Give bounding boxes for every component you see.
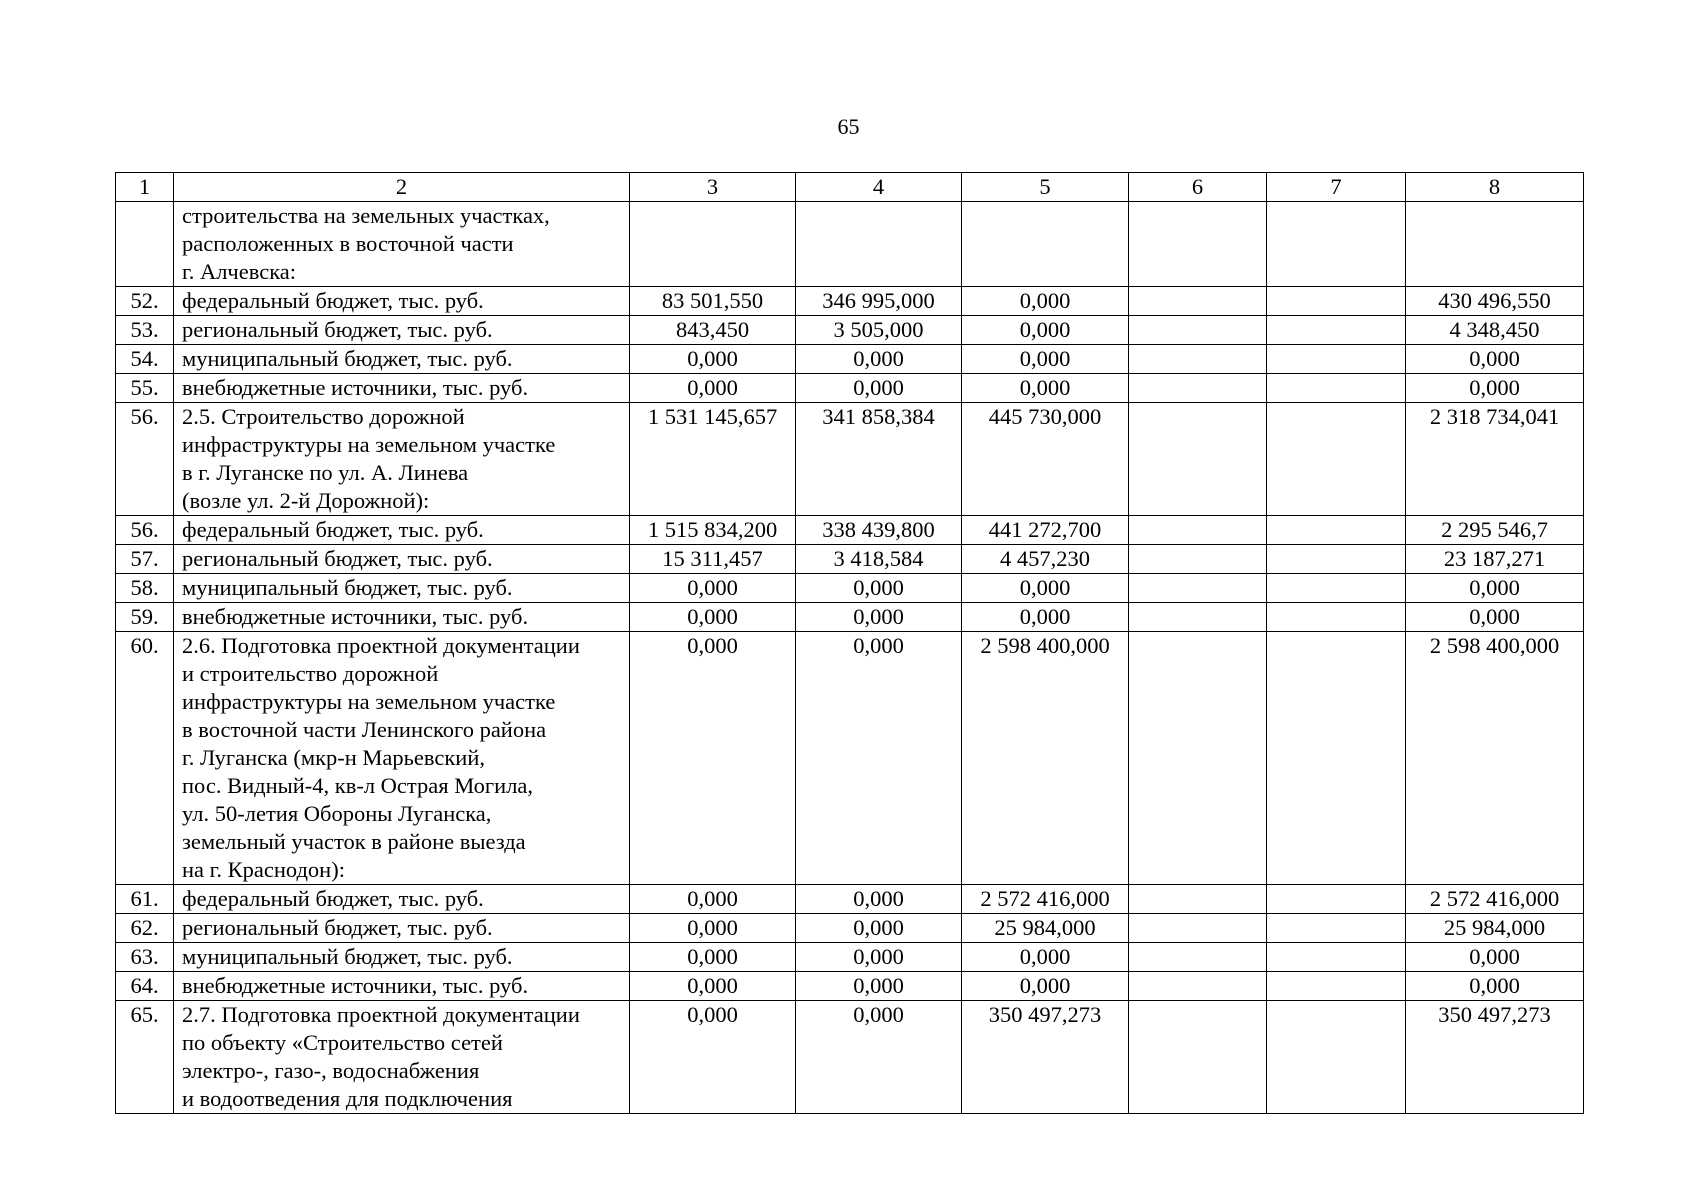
column-header-5: 5 [962, 173, 1129, 202]
row-description [174, 914, 630, 943]
value-col-7 [1267, 316, 1406, 345]
row-number: 65. [116, 1001, 174, 1114]
value-col-3: 0,000 [630, 574, 796, 603]
value-col-5: 0,000 [962, 287, 1129, 316]
value-col-8 [1406, 202, 1584, 287]
value-col-8: 23 187,271 [1406, 545, 1584, 574]
description-line: по объекту «Строительство сетей [182, 1030, 503, 1055]
value-col-4: 338 439,800 [796, 516, 962, 545]
value-col-7 [1267, 374, 1406, 403]
value-col-6 [1129, 202, 1267, 287]
value-col-5: 0,000 [962, 574, 1129, 603]
row-number: 54. [116, 345, 174, 374]
column-header-1: 1 [116, 173, 174, 202]
description-line: муниципальный бюджет, тыс. руб. [182, 944, 513, 969]
value-col-6 [1129, 632, 1267, 885]
value-col-6 [1129, 516, 1267, 545]
value-col-7 [1267, 632, 1406, 885]
value-col-4: 346 995,000 [796, 287, 962, 316]
table-row [116, 403, 1584, 516]
value-col-4: 0,000 [796, 603, 962, 632]
row-number: 63. [116, 943, 174, 972]
value-col-5 [962, 202, 1129, 287]
table-row [116, 914, 1584, 943]
value-col-6 [1129, 943, 1267, 972]
value-col-8: 4 348,450 [1406, 316, 1584, 345]
table-row [116, 316, 1584, 345]
description-line: г. Луганска (мкр-н Марьевский, [182, 745, 486, 770]
value-col-7 [1267, 603, 1406, 632]
value-col-8: 2 295 546,7 [1406, 516, 1584, 545]
value-col-8: 0,000 [1406, 345, 1584, 374]
row-number: 52. [116, 287, 174, 316]
value-col-3: 1 515 834,200 [630, 516, 796, 545]
description-line: и строительство дорожной [182, 661, 439, 686]
row-description [174, 574, 630, 603]
row-number: 61. [116, 885, 174, 914]
table-row [116, 287, 1584, 316]
description-line: на г. Краснодон): [182, 857, 345, 882]
value-col-6 [1129, 345, 1267, 374]
value-col-4: 0,000 [796, 574, 962, 603]
value-col-8: 2 318 734,041 [1406, 403, 1584, 516]
description-line: пос. Видный-4, кв-л Острая Могила, [182, 773, 534, 798]
description-line: 2.7. Подготовка проектной документации [182, 1002, 580, 1027]
table-header [116, 173, 1584, 202]
value-col-7 [1267, 345, 1406, 374]
value-col-3: 15 311,457 [630, 545, 796, 574]
value-col-3: 1 531 145,657 [630, 403, 796, 516]
value-col-8: 0,000 [1406, 603, 1584, 632]
value-col-6 [1129, 403, 1267, 516]
value-col-6 [1129, 1001, 1267, 1114]
value-col-8: 350 497,273 [1406, 1001, 1584, 1114]
value-col-8: 2 572 416,000 [1406, 885, 1584, 914]
value-col-5: 25 984,000 [962, 914, 1129, 943]
description-line: и водоотведения для подключения [182, 1086, 513, 1111]
value-col-3: 0,000 [630, 885, 796, 914]
value-col-3: 0,000 [630, 1001, 796, 1114]
value-col-7 [1267, 516, 1406, 545]
column-header-7: 7 [1267, 173, 1406, 202]
row-number [116, 202, 174, 287]
table-row [116, 972, 1584, 1001]
value-col-7 [1267, 202, 1406, 287]
description-line: внебюджетные источники, тыс. руб. [182, 604, 529, 629]
value-col-3: 0,000 [630, 374, 796, 403]
row-description [174, 516, 630, 545]
table-row [116, 885, 1584, 914]
table-row [116, 603, 1584, 632]
description-line: (возле ул. 2-й Дорожной): [182, 488, 430, 513]
value-col-4: 3 418,584 [796, 545, 962, 574]
value-col-4: 0,000 [796, 972, 962, 1001]
value-col-4: 0,000 [796, 374, 962, 403]
description-line: федеральный бюджет, тыс. руб. [182, 517, 484, 542]
value-col-4: 0,000 [796, 885, 962, 914]
value-col-5: 0,000 [962, 972, 1129, 1001]
description-line: в г. Луганске по ул. А. Линева [182, 460, 469, 485]
description-line: расположенных в восточной части [182, 231, 514, 256]
row-description [174, 287, 630, 316]
row-description [174, 403, 630, 516]
value-col-3: 0,000 [630, 914, 796, 943]
value-col-4: 0,000 [796, 345, 962, 374]
value-col-6 [1129, 287, 1267, 316]
description-line: внебюджетные источники, тыс. руб. [182, 375, 529, 400]
description-line: электро-, газо-, водоснабжения [182, 1058, 480, 1083]
value-col-7 [1267, 574, 1406, 603]
row-description [174, 603, 630, 632]
table-row [116, 1001, 1584, 1114]
row-description [174, 316, 630, 345]
description-line: инфраструктуры на земельном участке [182, 432, 556, 457]
value-col-5: 2 598 400,000 [962, 632, 1129, 885]
page-number: 65 [837, 114, 860, 139]
description-line: строительства на земельных участках, [182, 203, 550, 228]
value-col-5: 4 457,230 [962, 545, 1129, 574]
value-col-5: 445 730,000 [962, 403, 1129, 516]
row-description [174, 972, 630, 1001]
value-col-7 [1267, 545, 1406, 574]
value-col-5: 2 572 416,000 [962, 885, 1129, 914]
row-description [174, 885, 630, 914]
value-col-4: 0,000 [796, 914, 962, 943]
column-header-8: 8 [1406, 173, 1584, 202]
value-col-5: 0,000 [962, 603, 1129, 632]
row-description [174, 345, 630, 374]
description-line: региональный бюджет, тыс. руб. [182, 915, 493, 940]
description-line: муниципальный бюджет, тыс. руб. [182, 575, 513, 600]
row-number: 62. [116, 914, 174, 943]
description-line: региональный бюджет, тыс. руб. [182, 546, 493, 571]
description-line: федеральный бюджет, тыс. руб. [182, 288, 484, 313]
value-col-7 [1267, 914, 1406, 943]
value-col-7 [1267, 287, 1406, 316]
column-header-3: 3 [630, 173, 796, 202]
description-line: 2.6. Подготовка проектной документации [182, 633, 580, 658]
value-col-3: 0,000 [630, 943, 796, 972]
column-header-4: 4 [796, 173, 962, 202]
row-description [174, 1001, 630, 1114]
row-description [174, 374, 630, 403]
value-col-6 [1129, 316, 1267, 345]
value-col-3 [630, 202, 796, 287]
row-description [174, 545, 630, 574]
row-number: 55. [116, 374, 174, 403]
row-description [174, 943, 630, 972]
budget-table [115, 172, 1584, 1114]
description-line: внебюджетные источники, тыс. руб. [182, 973, 529, 998]
value-col-8: 0,000 [1406, 374, 1584, 403]
value-col-8: 0,000 [1406, 972, 1584, 1001]
value-col-6 [1129, 972, 1267, 1001]
description-line: федеральный бюджет, тыс. руб. [182, 886, 484, 911]
value-col-8: 0,000 [1406, 943, 1584, 972]
table-row [116, 632, 1584, 885]
row-number: 58. [116, 574, 174, 603]
value-col-5: 0,000 [962, 345, 1129, 374]
description-line: инфраструктуры на земельном участке [182, 689, 556, 714]
table-body [116, 202, 1584, 1114]
description-line: г. Алчевска: [182, 259, 297, 284]
column-header-2: 2 [174, 173, 630, 202]
table-row [116, 202, 1584, 287]
value-col-4: 0,000 [796, 632, 962, 885]
value-col-3: 843,450 [630, 316, 796, 345]
value-col-7 [1267, 885, 1406, 914]
value-col-3: 0,000 [630, 632, 796, 885]
description-line: муниципальный бюджет, тыс. руб. [182, 346, 513, 371]
value-col-8: 2 598 400,000 [1406, 632, 1584, 885]
value-col-7 [1267, 403, 1406, 516]
value-col-6 [1129, 603, 1267, 632]
value-col-5: 0,000 [962, 943, 1129, 972]
value-col-8: 25 984,000 [1406, 914, 1584, 943]
row-number: 60. [116, 632, 174, 885]
value-col-6 [1129, 374, 1267, 403]
value-col-5: 0,000 [962, 374, 1129, 403]
description-line: региональный бюджет, тыс. руб. [182, 317, 493, 342]
row-number: 57. [116, 545, 174, 574]
value-col-5: 350 497,273 [962, 1001, 1129, 1114]
column-header-6: 6 [1129, 173, 1267, 202]
description-line: 2.5. Строительство дорожной [182, 404, 465, 429]
row-description [174, 202, 630, 287]
table-row [116, 345, 1584, 374]
value-col-7 [1267, 1001, 1406, 1114]
row-number: 64. [116, 972, 174, 1001]
value-col-8: 430 496,550 [1406, 287, 1584, 316]
value-col-5: 441 272,700 [962, 516, 1129, 545]
value-col-4: 0,000 [796, 1001, 962, 1114]
value-col-3: 0,000 [630, 603, 796, 632]
description-line: земельный участок в районе выезда [182, 829, 526, 854]
value-col-7 [1267, 943, 1406, 972]
value-col-4: 3 505,000 [796, 316, 962, 345]
description-line: ул. 50-летия Обороны Луганска, [182, 801, 492, 826]
row-number: 56. [116, 403, 174, 516]
value-col-6 [1129, 885, 1267, 914]
row-number: 56. [116, 516, 174, 545]
value-col-4: 0,000 [796, 943, 962, 972]
row-number: 59. [116, 603, 174, 632]
value-col-4: 341 858,384 [796, 403, 962, 516]
table-row [116, 545, 1584, 574]
table-row [116, 374, 1584, 403]
value-col-8: 0,000 [1406, 574, 1584, 603]
table-row [116, 574, 1584, 603]
row-description [174, 632, 630, 885]
table-row [116, 943, 1584, 972]
description-line: в восточной части Ленинского района [182, 717, 547, 742]
value-col-6 [1129, 574, 1267, 603]
row-number: 53. [116, 316, 174, 345]
column-number-row [116, 173, 1584, 202]
value-col-5: 0,000 [962, 316, 1129, 345]
table-row [116, 516, 1584, 545]
value-col-4 [796, 202, 962, 287]
value-col-3: 0,000 [630, 972, 796, 1001]
value-col-7 [1267, 972, 1406, 1001]
value-col-6 [1129, 545, 1267, 574]
value-col-3: 0,000 [630, 345, 796, 374]
value-col-6 [1129, 914, 1267, 943]
value-col-3: 83 501,550 [630, 287, 796, 316]
